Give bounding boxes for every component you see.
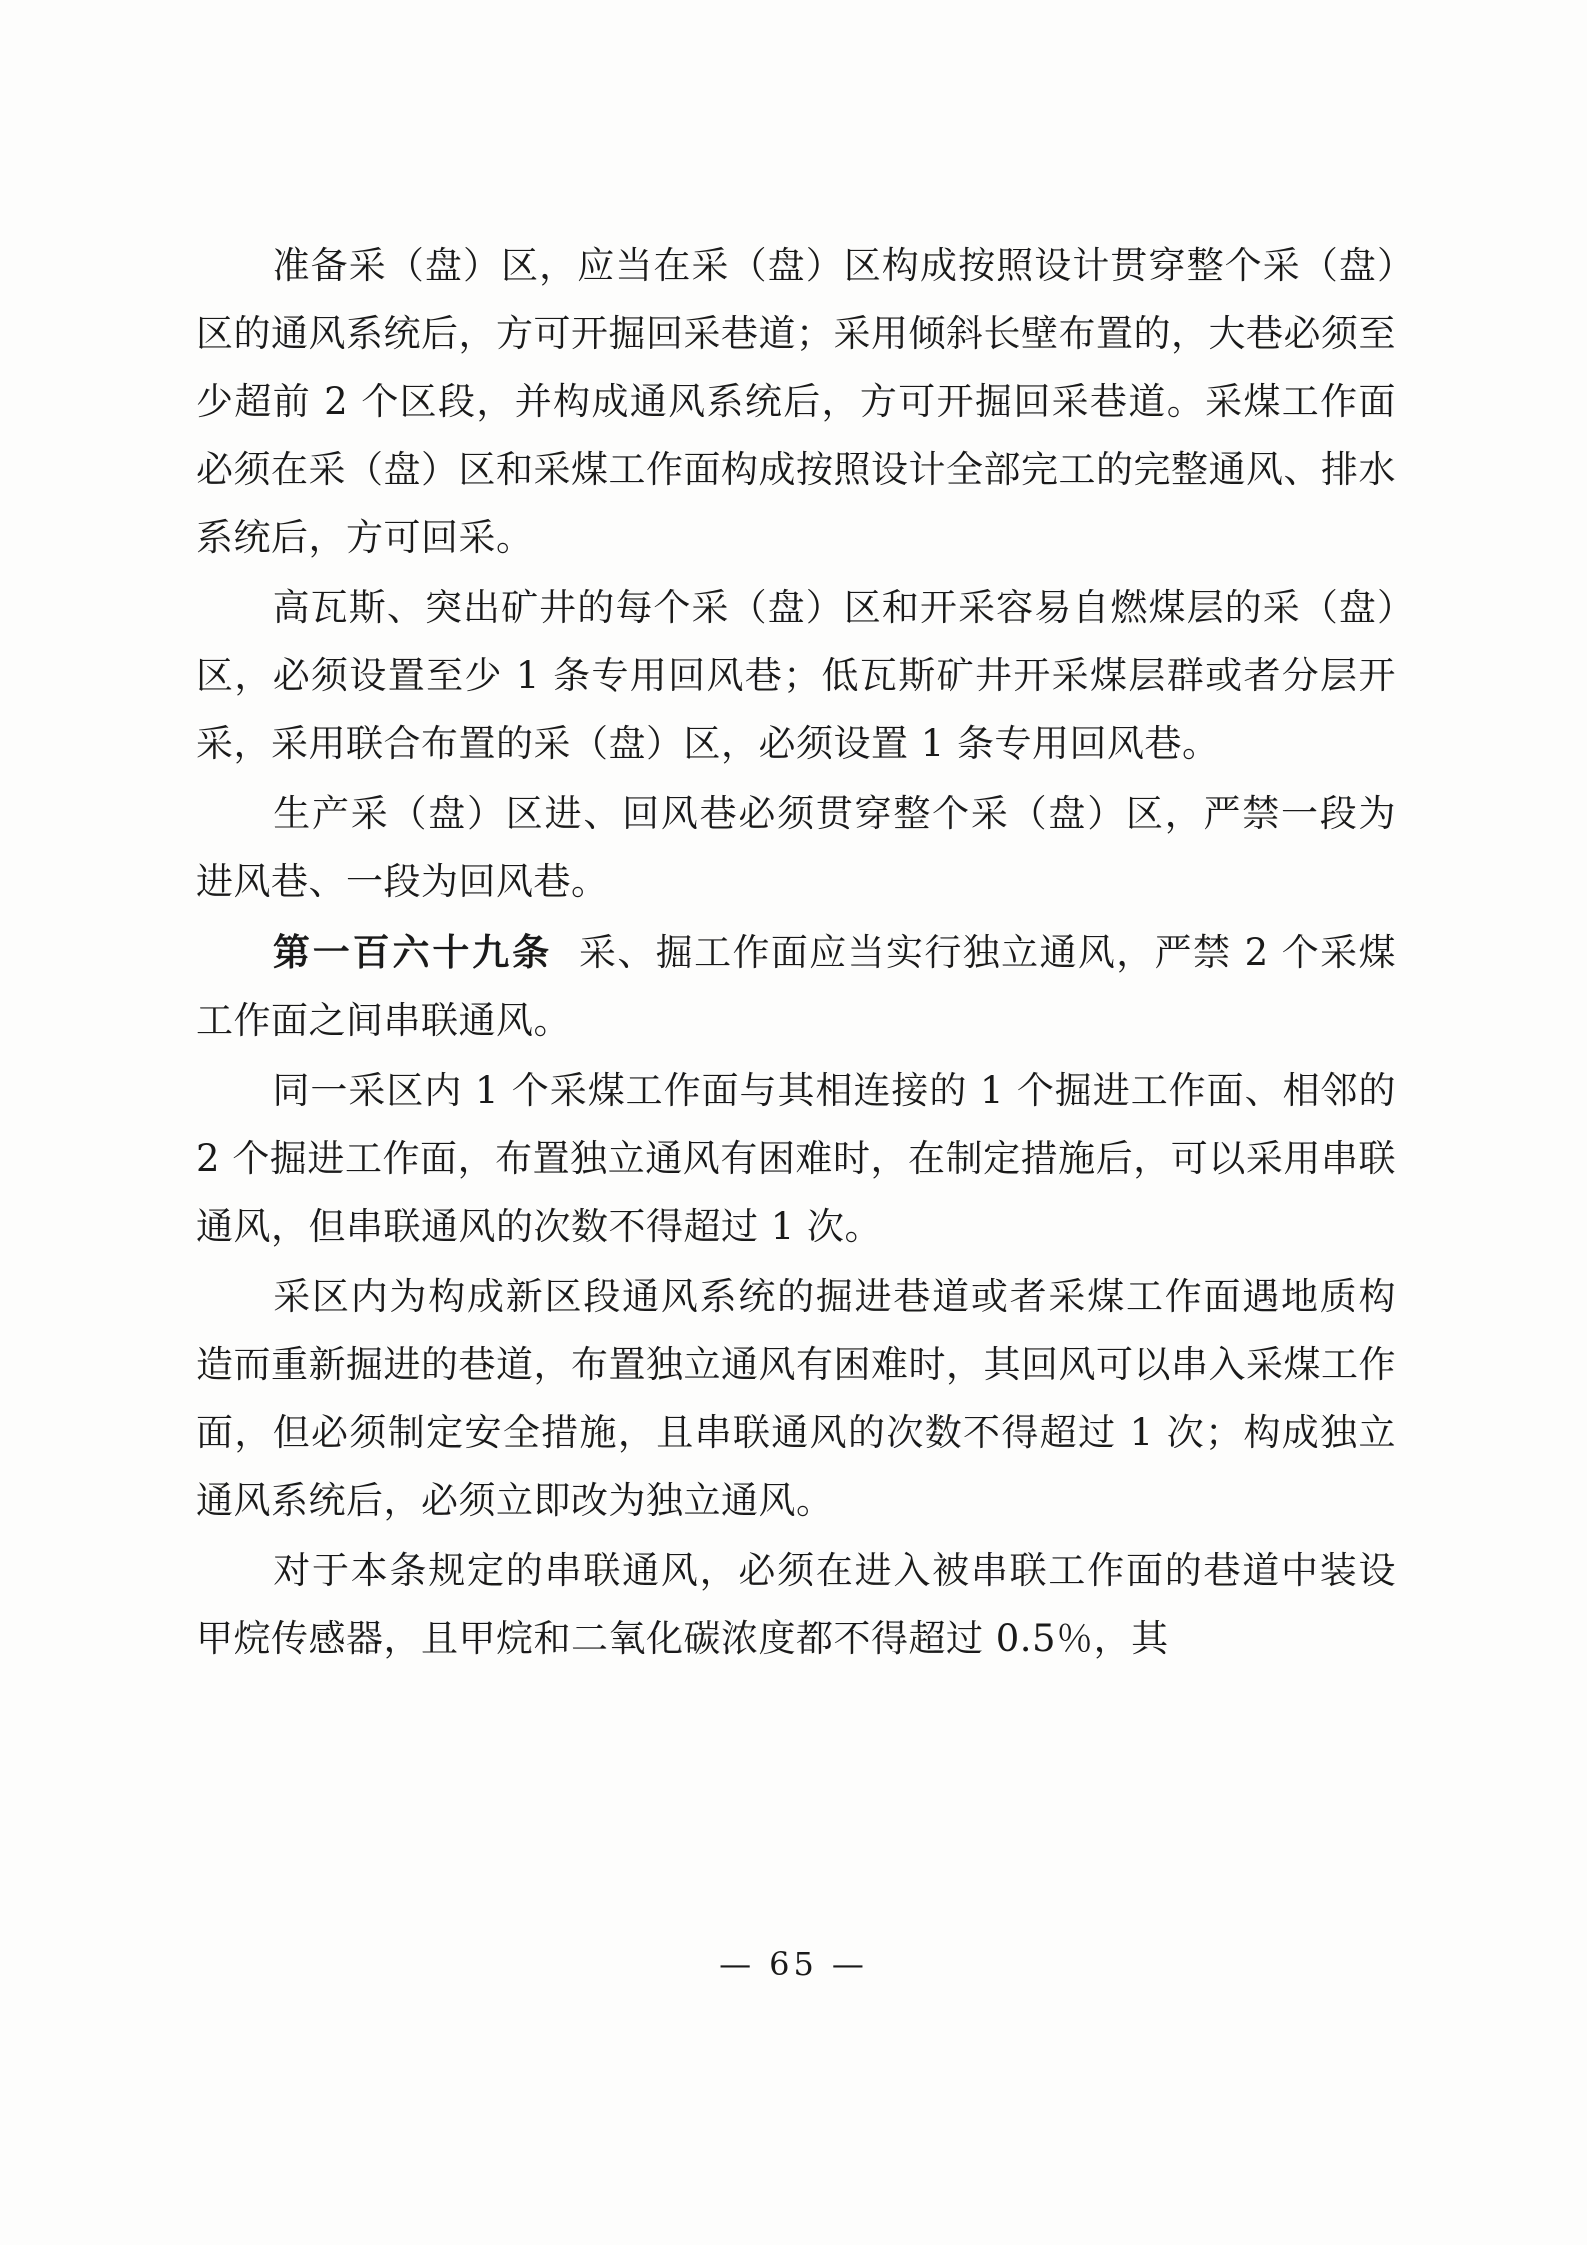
paragraph-text: 采区内为构成新区段通风系统的掘进巷道或者采煤工作面遇地质构造而重新掘进的巷道，布置独立通风有困难时，其回风可以串入采煤工作面，但必须制定安全措施，且串联通风的次数不得超过 1 次；构成独立通风系统后，必须立即改为独立通风。 xyxy=(196,1275,1396,1522)
article-number: 第一百六十九条 xyxy=(272,930,553,974)
paragraph xyxy=(196,574,1396,778)
paragraph-text: 采、掘工作面应当实行独立通风，严禁 2 个采煤工作面之间串联通风。 xyxy=(196,931,1397,1042)
page-footer xyxy=(0,1945,1587,1983)
paragraph-text: 同一采区内 1 个采煤工作面与其相连接的 1 个掘进工作面、相邻的 2 个掘进工作面，布置独立通风有困难时，在制定措施后，可以采用串联通风，但串联通风的次数不得超过 1 次。 xyxy=(196,1069,1396,1248)
page-body-text xyxy=(196,232,1396,1675)
page-number xyxy=(705,1945,882,1983)
paragraph xyxy=(196,780,1396,916)
paragraph-text: 高瓦斯、突出矿井的每个采（盘）区和开采容易自燃煤层的采（盘）区，必须设置至少 1 条专用回风巷；低瓦斯矿井开采煤层群或者分层开采，采用联合布置的采（盘）区，必须设置 1 条专用回风巷。 xyxy=(196,586,1396,765)
paragraph-text: 对于本条规定的串联通风，必须在进入被串联工作面的巷道中装设甲烷传感器，且甲烷和二氧化碳浓度都不得超过 0.5％，其 xyxy=(196,1549,1396,1660)
paragraph xyxy=(196,1263,1396,1535)
page-number-value: 65 xyxy=(769,1945,818,1983)
paragraph-text: 准备采（盘）区，应当在采（盘）区构成按照设计贯穿整个采（盘）区的通风系统后，方可开掘回采巷道；采用倾斜长壁布置的，大巷必须至少超前 2 个区段，并构成通风系统后，方可开掘回采巷道。采煤工作面必须在采（盘）区和采煤工作面构成按照设计全部完工的完整通风、排水系统后，方可回采。 xyxy=(196,244,1396,559)
page-number-dash-left: — xyxy=(719,1945,756,1983)
paragraph xyxy=(196,1057,1396,1261)
paragraph xyxy=(196,232,1396,572)
article-paragraph xyxy=(196,918,1396,1055)
paragraph-text: 生产采（盘）区进、回风巷必须贯穿整个采（盘）区，严禁一段为进风巷、一段为回风巷。 xyxy=(196,792,1396,903)
paragraph xyxy=(196,1537,1396,1673)
page-number-dash-right: — xyxy=(831,1945,868,1983)
